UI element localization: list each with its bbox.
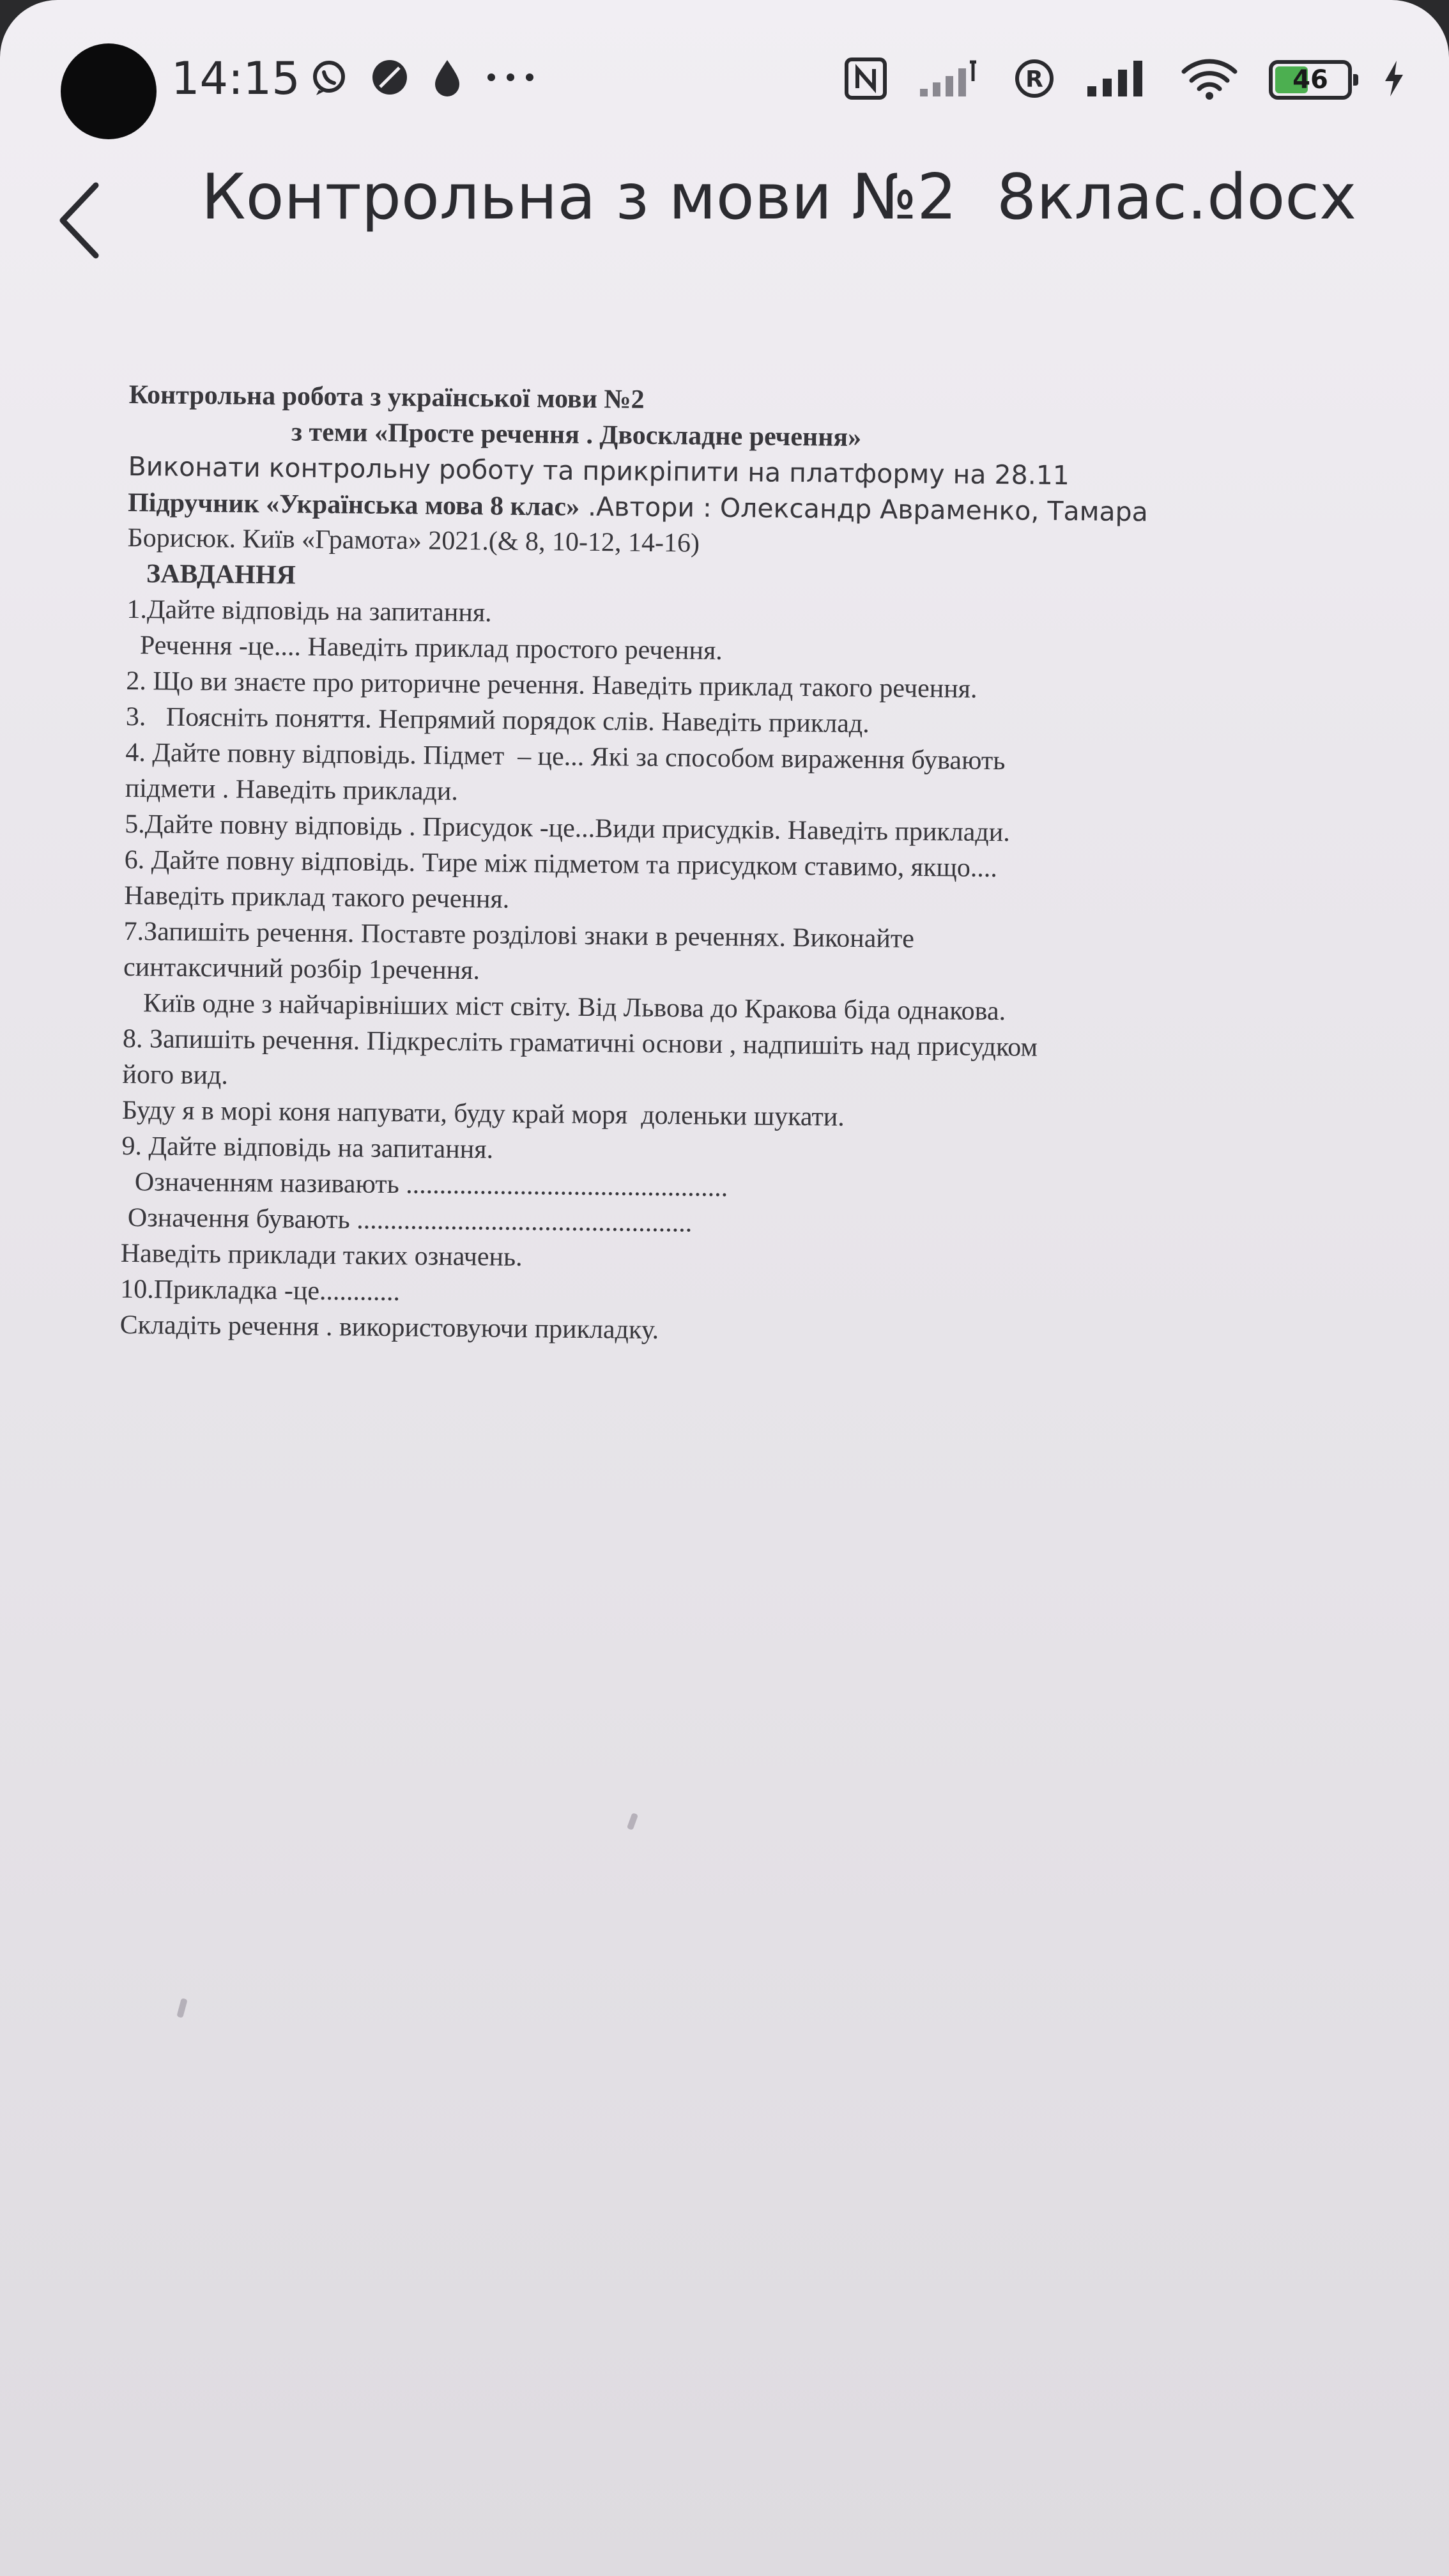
doc-task-line: його вид. xyxy=(122,1059,229,1091)
doc-task-line: 6. Дайте повну відповідь. Тире між підметом та присудком ставимо, якщо.... xyxy=(124,845,998,884)
back-button[interactable] xyxy=(45,179,115,262)
doc-tasks-heading: ЗАВДАННЯ xyxy=(146,559,296,590)
charging-icon xyxy=(1383,59,1406,100)
system-icons xyxy=(843,56,1406,103)
drop-icon xyxy=(431,57,463,100)
battery-icon xyxy=(1269,60,1352,100)
status-time: 14:15 xyxy=(171,52,300,105)
doc-textbook-authors: .Автори : Олександр Авраменко, Тамара xyxy=(579,491,1149,528)
chevron-left-icon xyxy=(45,179,115,262)
leaf-icon xyxy=(370,57,410,100)
doc-task-line: 2. Що ви знаєте про риторичне речення. Наведіть приклад такого речення. xyxy=(126,666,977,704)
status-bar xyxy=(0,38,1449,134)
doc-task-line: 1.Дайте відповідь на запитання. xyxy=(126,594,492,628)
doc-textbook-publisher: Борисюк. Київ «Грамота» 2021.(& 8, 10-12, 14-16) xyxy=(127,523,700,558)
more-dots-icon xyxy=(485,71,536,86)
roaming-icon xyxy=(1013,57,1055,102)
doc-subtitle: з теми «Просте речення . Двоскладне речення» xyxy=(291,417,862,453)
document-page xyxy=(119,377,1342,1354)
doc-task-line: Речення -це.... Наведіть приклад простого речення. xyxy=(126,630,723,666)
doc-task-line: 10.Прикладка -це............ xyxy=(120,1274,401,1307)
signal-icon xyxy=(1086,59,1150,100)
document-title: Контрольна з мови №2 8клас.docx xyxy=(201,161,1357,234)
doc-textbook-title: Підручник «Українська мова 8 клас» xyxy=(127,487,580,522)
doc-title: Контрольна робота з української мови №2 xyxy=(128,379,645,415)
doc-task-line: Складіть речення . використовуючи прикладку. xyxy=(119,1310,659,1346)
doc-task-line: Київ одне з найчарівніших міст світу. Від Львова до Кракова біда однакова. xyxy=(123,988,1006,1027)
doc-task-line: 4. Дайте повну відповідь. Підмет – це... Які за способом вираження бувають xyxy=(125,737,1006,776)
doc-task-line: Наведіть приклад такого речення. xyxy=(123,880,510,914)
svg-text:R: R xyxy=(1025,66,1043,93)
doc-task-line: 3. Поясніть поняття. Непрямий порядок слів. Наведіть приклад. xyxy=(125,702,870,739)
screen-smudge xyxy=(627,1813,638,1830)
signal-weak-icon xyxy=(919,59,983,100)
doc-task-line: 8. Запишіть речення. Підкресліть граматичні основи , надпишіть над присудком xyxy=(122,1023,1038,1062)
doc-task-line: Означення бувають .................................................. xyxy=(121,1202,693,1238)
viber-icon xyxy=(310,58,348,99)
wifi-icon xyxy=(1181,57,1238,102)
doc-task-line: Буду я в морі коня напувати, буду край моря доленьки шукати. xyxy=(121,1095,845,1132)
doc-task-line: Означенням називають ................................................ xyxy=(121,1167,728,1203)
app-header xyxy=(0,147,1449,256)
battery-nub xyxy=(1353,74,1358,86)
doc-task-line: 7.Запишіть речення. Поставте розділові знаки в реченнях. Виконайте xyxy=(123,916,915,954)
doc-instruction: Виконати контрольну роботу та прикріпити на платформу на 28.11 xyxy=(128,450,1070,491)
doc-task-line: Наведіть приклади таких означень. xyxy=(120,1238,523,1272)
doc-task-line: синтаксичний розбір 1речення. xyxy=(123,952,480,986)
nfc-icon xyxy=(843,56,888,103)
doc-task-line: 5.Дайте повну відповідь . Присудок -це...Види присудків. Наведіть приклади. xyxy=(125,809,1010,848)
doc-task-line: підмети . Наведіть приклади. xyxy=(125,773,459,806)
notification-icons xyxy=(310,57,536,100)
battery-level: 46 xyxy=(1292,65,1328,95)
doc-task-list xyxy=(119,592,1340,1354)
screen-smudge xyxy=(176,1998,187,2018)
doc-task-line: 9. Дайте відповідь на запитання. xyxy=(121,1131,494,1165)
